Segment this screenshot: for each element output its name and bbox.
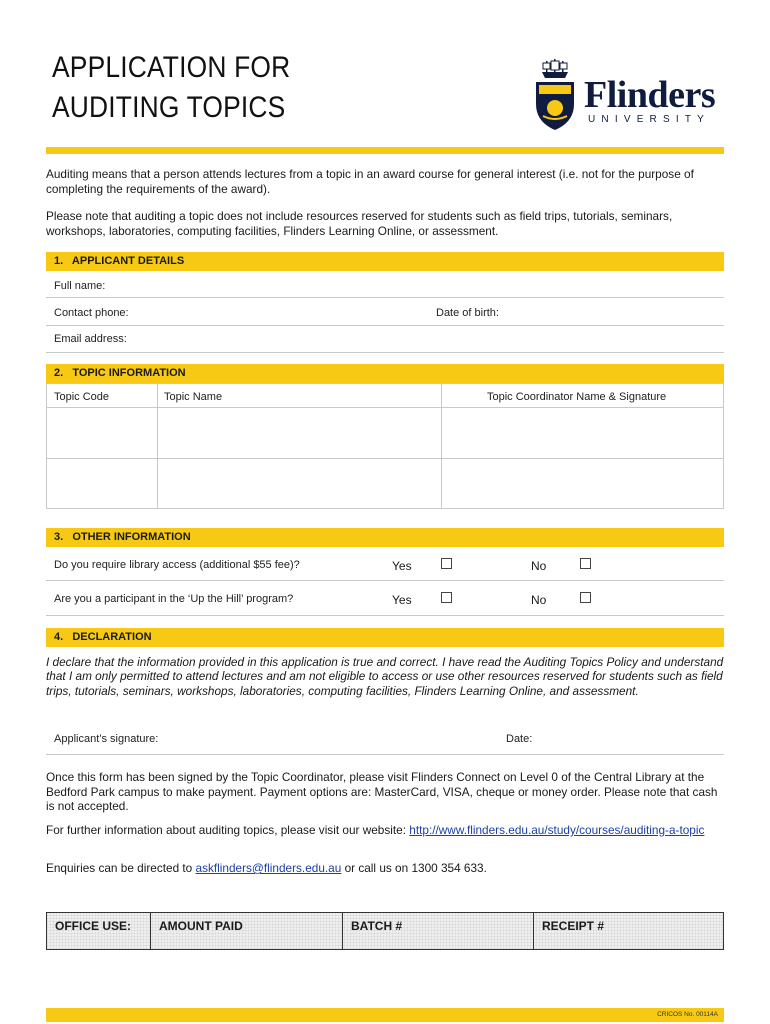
enquiries-info: [46, 861, 726, 876]
website-info: [46, 823, 726, 838]
library-yes-checkbox[interactable]: [441, 558, 452, 569]
logo-wordmark: Flinders: [584, 74, 716, 116]
date-of-birth-label: Date of birth:: [436, 307, 499, 319]
full-name-field[interactable]: [132, 276, 722, 294]
full-name-label: Full name:: [54, 280, 106, 292]
header-divider: [46, 147, 724, 154]
website-link[interactable]: http://www.flinders.edu.au/study/courses/auditing-a-topic: [409, 823, 705, 837]
divider: [46, 615, 724, 616]
divider: [46, 352, 724, 353]
enquiries-suffix: or call us on 1300 354 633.: [341, 861, 487, 875]
topic-name-cell-1[interactable]: [158, 408, 440, 458]
topic-code-cell-1[interactable]: [48, 408, 156, 458]
signature-field[interactable]: [170, 728, 490, 748]
divider: [46, 754, 724, 755]
office-use-table: [46, 912, 724, 950]
hill-no-label: No: [531, 593, 547, 607]
library-yes-label: Yes: [392, 559, 412, 573]
coordinator-cell-1[interactable]: [442, 408, 722, 458]
page-title: [52, 48, 290, 128]
col-topic-coordinator: Topic Coordinator Name & Signature: [487, 391, 667, 403]
section-1-heading: 1. APPLICANT DETAILS: [46, 252, 724, 271]
topic-name-cell-2[interactable]: [158, 459, 440, 507]
divider: [46, 580, 724, 581]
declaration-text: I declare that the information provided in this application is true and correct. I have read the Auditing Topics Policy and understand that I am only permitted to attend lectures and am not eligible to access or use other resources reserved for students such as field trips, tutorials, seminars, workshops, laboratories, computing facilities, Flinders Learning Online, and assessment.: [46, 655, 724, 698]
title-line-2: AUDITING TOPICS: [52, 91, 286, 124]
batch-label: BATCH #: [351, 919, 403, 933]
topic-code-cell-2[interactable]: [48, 459, 156, 507]
date-label: Date:: [506, 733, 533, 745]
section-2-heading: 2. TOPIC INFORMATION: [46, 364, 724, 383]
office-use-label: OFFICE USE:: [55, 919, 132, 933]
topic-table: [46, 383, 724, 509]
signature-label: Applicant’s signature:: [54, 733, 159, 745]
university-crest-icon: [530, 58, 580, 133]
website-info-text: For further information about auditing topics, please visit our website:: [46, 823, 410, 837]
flinders-logo: [530, 58, 725, 133]
library-access-question: Do you require library access (additional $55 fee)?: [54, 559, 300, 571]
date-field[interactable]: [540, 728, 720, 748]
hill-yes-label: Yes: [392, 593, 412, 607]
cricos-number: CRICOS No. 00114A: [657, 1011, 718, 1018]
divider: [46, 297, 724, 298]
contact-phone-field[interactable]: [140, 303, 425, 321]
library-no-checkbox[interactable]: [580, 558, 591, 569]
logo-subtitle: UNIVERSITY: [588, 114, 711, 125]
hill-no-checkbox[interactable]: [580, 592, 591, 603]
section-3-heading: 3. OTHER INFORMATION: [46, 528, 724, 547]
col-topic-code: Topic Code: [54, 391, 110, 403]
email-field[interactable]: [136, 329, 721, 347]
email-link[interactable]: askflinders@flinders.edu.au: [195, 861, 342, 875]
footer-bar: [46, 1008, 724, 1022]
title-line-1: APPLICATION FOR: [52, 51, 291, 84]
divider: [46, 325, 724, 326]
hill-yes-checkbox[interactable]: [441, 592, 452, 603]
amount-paid-label: AMOUNT PAID: [159, 919, 243, 933]
receipt-label: RECEIPT #: [542, 919, 605, 933]
intro-paragraph-1: Auditing means that a person attends lectures from a topic in an award course for general interest (i.e. not for the purpose of completing the requirements of the award).: [46, 167, 694, 196]
date-of-birth-field[interactable]: [510, 303, 720, 321]
up-the-hill-question: Are you a participant in the ‘Up the Hill’ program?: [54, 593, 294, 605]
enquiries-prefix: Enquiries can be directed to: [46, 861, 196, 875]
coordinator-cell-2[interactable]: [442, 459, 722, 507]
payment-info: Once this form has been signed by the Topic Coordinator, please visit Flinders Connect on Level 0 of the Central Library at the Bedford Park campus to make payment. Payment options are: MasterCard, VISA, cheque or money order. Please note that cash is not accepted.: [46, 770, 718, 813]
intro-paragraph-2: Please note that auditing a topic does not include resources reserved for students such as field trips, tutorials, seminars, workshops, laboratories, computing facilities, Flinders Learning Online, or assessment.: [46, 209, 673, 238]
library-no-label: No: [531, 559, 547, 573]
contact-phone-label: Contact phone:: [54, 307, 129, 319]
section-4-heading: 4. DECLARATION: [46, 628, 724, 647]
col-topic-name: Topic Name: [164, 391, 223, 403]
email-label: Email address:: [54, 333, 127, 345]
